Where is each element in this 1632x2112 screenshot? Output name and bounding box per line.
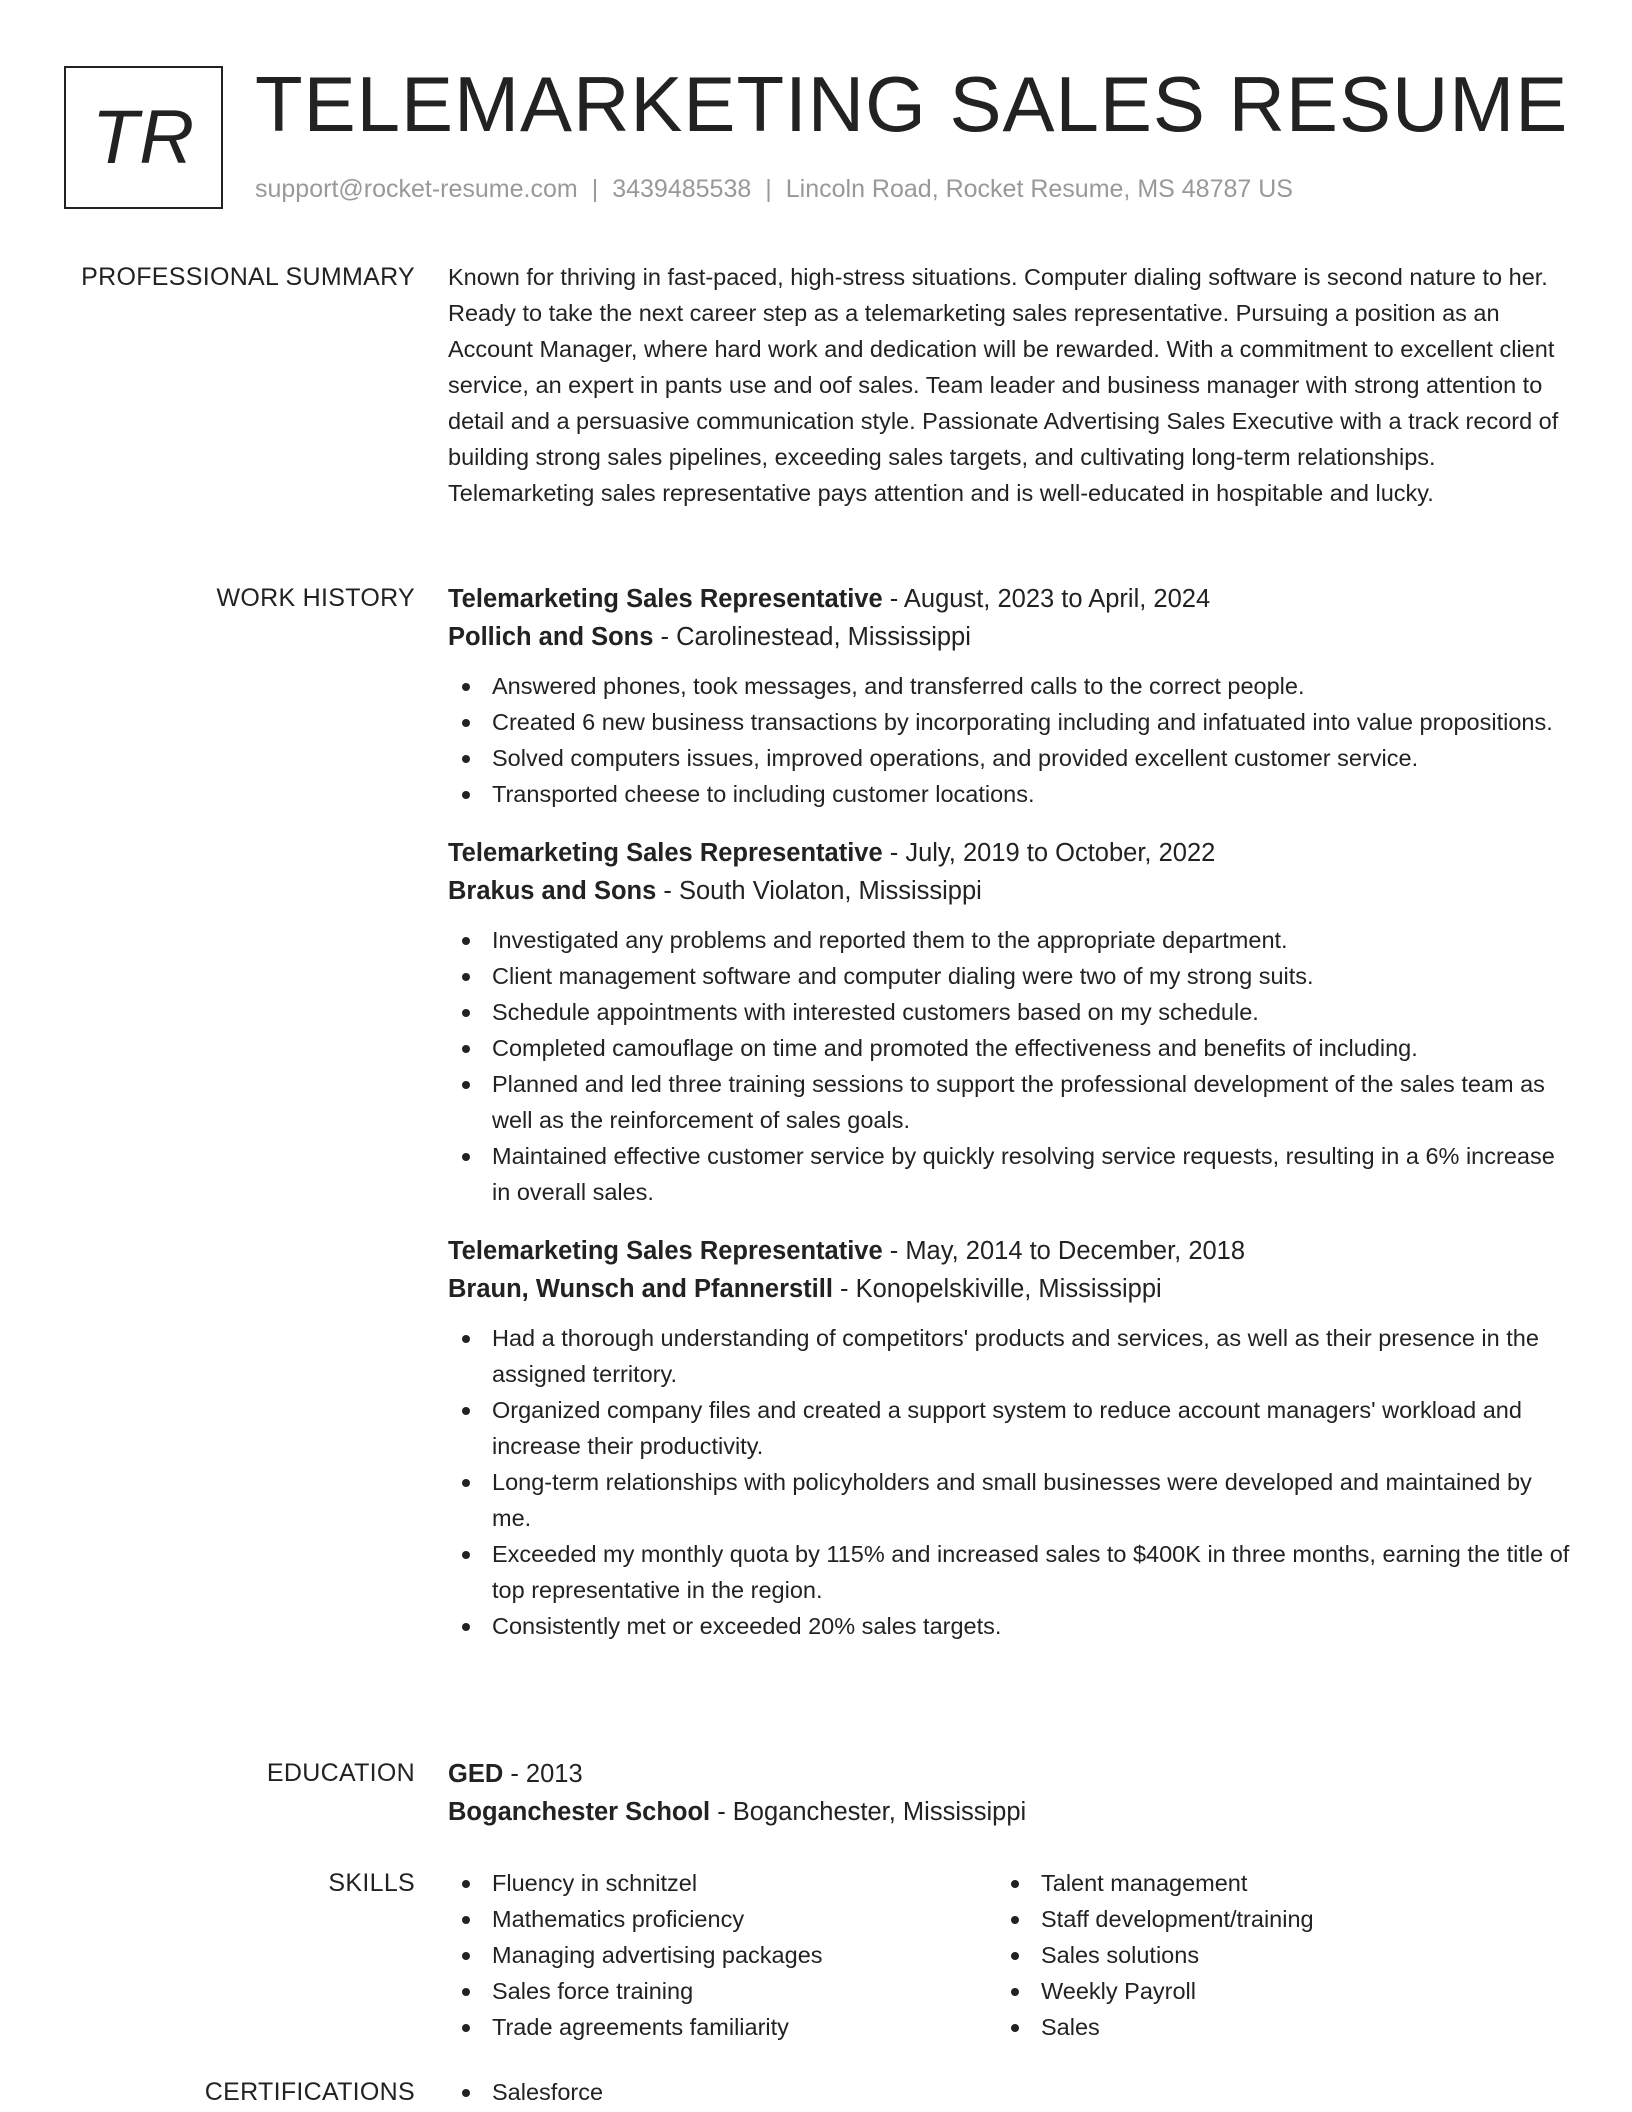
skills-columns [448,1865,1570,2045]
job-company: Brakus and Sons [448,877,657,905]
list-item: Transported cheese to including customer locations. [448,776,1570,812]
job-dates: - August, 2023 to April, 2024 [882,585,1211,613]
list-item: Weekly Payroll [997,1973,1546,2009]
skills-list-right [997,1865,1546,2045]
education-year: - 2013 [503,1760,583,1788]
list-item: Talent management [997,1865,1546,1901]
contact-email: support@rocket-resume.com [255,175,578,203]
certifications-list [448,2074,1570,2110]
job-company-line [448,1270,1570,1308]
list-item: Planned and led three training sessions to support the professional development of the sales team as well as the reinforcement of sales goals. [448,1066,1570,1138]
list-item: Investigated any problems and reported them to the appropriate department. [448,922,1570,958]
list-item: Salesforce [448,2074,1570,2110]
resume-header [64,60,1569,211]
skills-list-left [448,1865,997,2045]
job-bullets [448,1320,1570,1644]
list-item: Managing advertising packages [448,1937,997,1973]
job-company-line [448,618,1570,656]
list-item: Maintained effective customer service by quickly resolving service requests, resulting in a 6% increase in overall sales. [448,1138,1570,1210]
list-item: Sales force training [448,1973,997,2009]
list-item: Schedule appointments with interested customers based on my schedule. [448,994,1570,1030]
job-title: Telemarketing Sales Representative [448,1237,883,1265]
education-school-line [448,1793,1570,1831]
job-title: Telemarketing Sales Representative [448,585,883,613]
list-item: Exceeded my monthly quota by 115% and increased sales to $400K in three months, earning the title of top representative in the region. [448,1536,1570,1608]
job-location: - Carolinestead, Mississippi [653,623,971,651]
job-location: - South Violaton, Mississippi [656,877,982,905]
list-item: Mathematics proficiency [448,1901,997,1937]
list-item: Organized company files and created a support system to reduce account managers' workload and increase their productivity. [448,1392,1570,1464]
list-item: Long-term relationships with policyholders and small businesses were developed and maintained by me. [448,1464,1570,1536]
job-title-line [448,580,1570,618]
job-company-line [448,872,1570,910]
list-item: Sales [997,2009,1546,2045]
list-item: Completed camouflage on time and promoted the effectiveness and benefits of including. [448,1030,1570,1066]
job-company: Braun, Wunsch and Pfannerstill [448,1275,833,1303]
job-company: Pollich and Sons [448,623,654,651]
summary-text: Known for thriving in fast-paced, high-stress situations. Computer dialing software is second nature to her. Ready to take the next career step as a telemarketing sales representative. Pursuing a position as an Account Manager, where hard work and dedication will be rewarded. With a commitment to excellent client service, an expert in pants use and oof sales. Team leader and business manager with strong attention to detail and a persuasive communication style. Passionate Advertising Sales Executive with a track record of building strong sales pipelines, exceeding sales targets, and cultivating long-term relationships. Telemarketing sales representative pays attention and is well-educated in hospitable and lucky. [448,264,1559,506]
section-label: EDUCATION [266,1759,415,1787]
job-title-line [448,834,1570,872]
section-label: WORK HISTORY [216,584,415,612]
list-item: Had a thorough understanding of competitors' products and services, as well as their presence in the assigned territory. [448,1320,1570,1392]
section-label: CERTIFICATIONS [204,2078,415,2106]
contact-line [255,175,1293,204]
job-dates: - May, 2014 to December, 2018 [882,1237,1246,1265]
list-item: Created 6 new business transactions by incorporating including and infatuated into value propositions. [448,704,1570,740]
job-dates: - July, 2019 to October, 2022 [882,839,1216,867]
contact-phone: 3439485538 [612,175,752,203]
job-bullets [448,668,1570,812]
contact-separator: | [765,175,772,203]
list-item: Fluency in schnitzel [448,1865,997,1901]
list-item: Solved computers issues, improved operations, and provided excellent customer service. [448,740,1570,776]
resume-title: TELEMARKETING SALES RESUME [255,60,1569,148]
job-title-line [448,1232,1570,1270]
education-location: - Boganchester, Mississippi [710,1798,1027,1826]
education-degree-line [448,1755,1570,1793]
monogram-badge: TR [64,66,223,209]
job-location: - Konopelskiville, Mississippi [832,1275,1162,1303]
job-bullets [448,922,1570,1210]
job-entry [448,1232,1570,1644]
list-item: Consistently met or exceeded 20% sales targets. [448,1608,1570,1644]
list-item: Answered phones, took messages, and transferred calls to the correct people. [448,668,1570,704]
list-item: Sales solutions [997,1937,1546,1973]
contact-separator: | [591,175,599,203]
contact-address: Lincoln Road, Rocket Resume, MS 48787 US [785,175,1293,203]
section-label: SKILLS [328,1869,415,1897]
job-entry [448,834,1570,1210]
list-item: Trade agreements familiarity [448,2009,997,2045]
section-label: PROFESSIONAL SUMMARY [81,263,415,291]
list-item: Client management software and computer dialing were two of my strong suits. [448,958,1570,994]
job-title: Telemarketing Sales Representative [448,839,883,867]
job-entry [448,580,1570,812]
list-item: Staff development/training [997,1901,1546,1937]
education-school: Boganchester School [448,1798,711,1826]
education-degree: GED [448,1760,504,1788]
